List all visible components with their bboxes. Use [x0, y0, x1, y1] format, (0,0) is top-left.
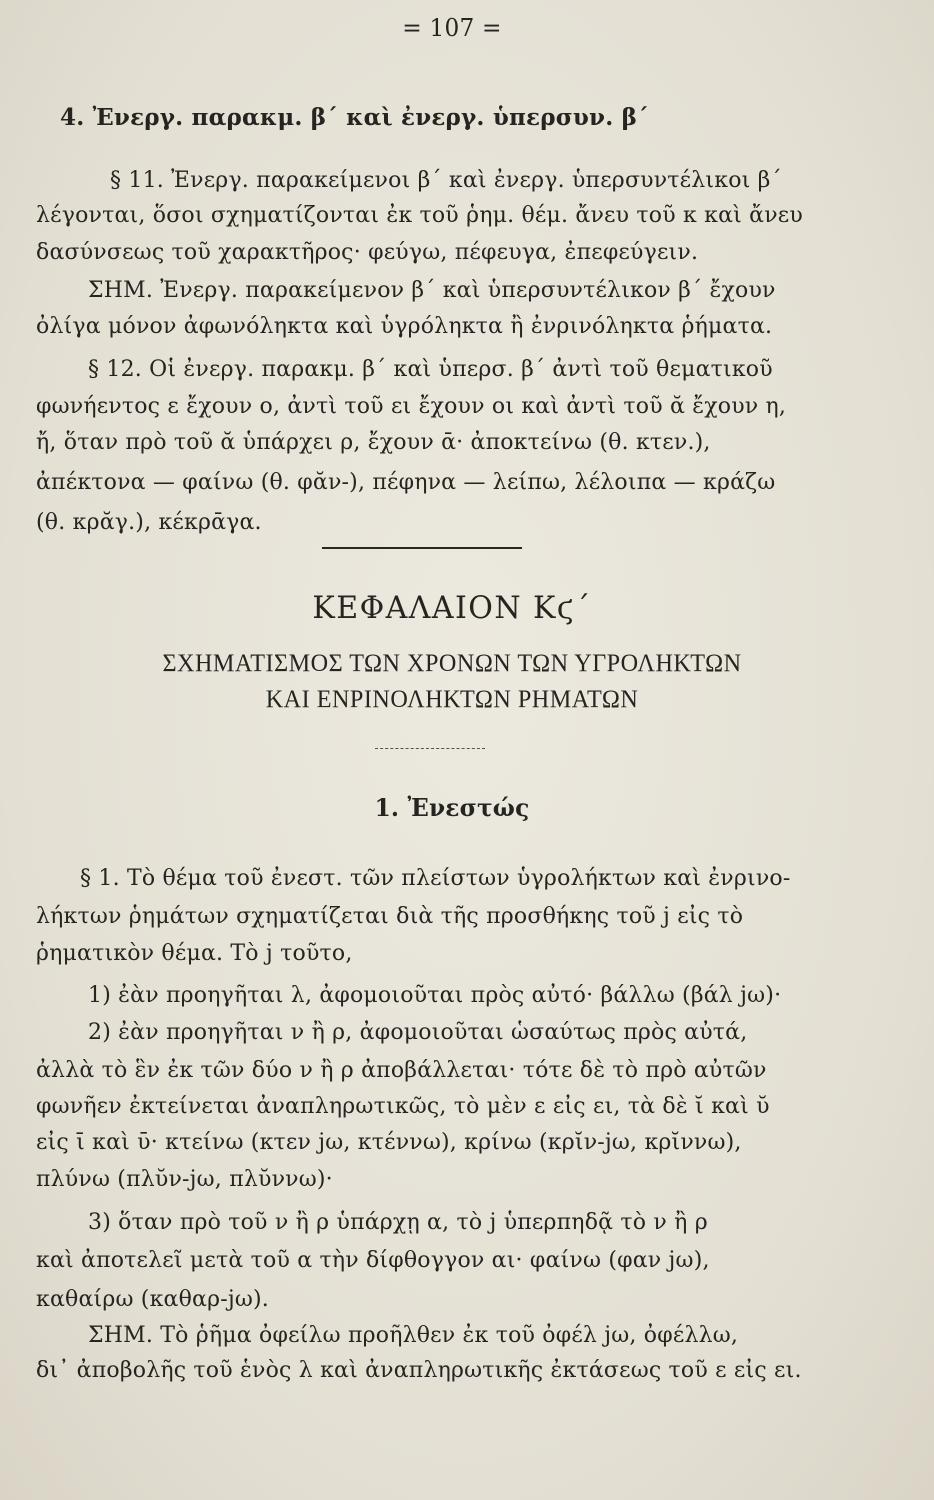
- text-line: φωνήεντος ε ἔχουν ο, ἀντὶ τοῦ ει ἔχουν οι καὶ ἀντὶ τοῦ ᾰ ἔχουν η,: [36, 394, 787, 419]
- text-line: φωνῆεν ἐκτείνεται ἀναπληρωτικῶς, τὸ μὲν ε εἰς ει, τὰ δὲ ῐ καὶ ῠ: [36, 1094, 770, 1119]
- text-line: ἤ, ὅταν πρὸ τοῦ ᾰ ὑπάρχει ρ, ἔχουν ᾱ· ἀποκτείνω (θ. κτεν.),: [36, 430, 711, 455]
- text-line: 2) ἐὰν προηγῆται ν ἢ ρ, ἀφομοιοῦται ὡσαύτως πρὸς αὐτά,: [88, 1020, 748, 1045]
- text-line: ΣΗΜ. Τὸ ῥῆμα ὀφείλω προῆλθεν ἐκ τοῦ ὀφέλ jω, ὀφέλλω,: [88, 1323, 739, 1348]
- text-line: § 1. Τὸ θέμα τοῦ ἐνεστ. τῶν πλείστων ὑγρολήκτων καὶ ἐνρινο-: [80, 866, 791, 891]
- text-line: δι᾿ ἀποβολῆς τοῦ ἑνὸς λ καὶ ἀναπληρωτικῆς ἐκτάσεως τοῦ ε εἰς ει.: [36, 1358, 802, 1383]
- text-line: καὶ ἀποτελεῖ μετὰ τοῦ α τὴν δίφθογγον αι· φαίνω (φαν jω),: [36, 1248, 710, 1273]
- text-line: καθαίρω (καθαρ-jω).: [36, 1287, 269, 1312]
- text-line: (θ. κρᾰγ.), κέκρᾱγα.: [36, 510, 262, 535]
- text-line: λέγονται, ὅσοι σχηματίζονται ἐκ τοῦ ῥημ. θέμ. ἄνευ τοῦ κ καὶ ἄνευ: [36, 203, 803, 228]
- text-line: 3) ὅταν πρὸ τοῦ ν ἢ ρ ὑπάρχῃ α, τὸ j ὑπερπηδᾷ τὸ ν ἢ ρ: [88, 1210, 708, 1235]
- text-line: ΣΗΜ. Ἐνεργ. παρακείμενον β΄ καὶ ὑπερσυντέλικον β΄ ἔχουν: [88, 278, 776, 303]
- section-heading-1: 1. Ἐνεστώς: [374, 793, 530, 822]
- text-line: ῥηματικὸν θέμα. Τὸ j τοῦτο,: [36, 941, 353, 966]
- text-line: εἰς ῑ καὶ ῡ· κτείνω (κτεν jω, κτέννω), κρίνω (κρῐν-jω, κρῐννω),: [36, 1130, 742, 1155]
- page-number: = 107 =: [402, 14, 502, 42]
- chapter-subtitle-line-2: ΚΑΙ ΕΝΡΙΝΟΛΗΚΤΩΝ ΡΗΜΑΤΩΝ: [265, 686, 639, 713]
- separator-rule: [322, 547, 522, 549]
- text-line: δασύνσεως τοῦ χαρακτῆρος· φεύγω, πέφευγα, ἐπεφεύγειν.: [36, 240, 699, 265]
- text-line: ὀλίγα μόνον ἀφωνόληκτα καὶ ὑγρόληκτα ἢ ἐνρινόληκτα ῥήματα.: [36, 314, 773, 339]
- text-line: 1) ἐὰν προηγῆται λ, ἀφομοιοῦται πρὸς αὐτό· βάλλω (βάλ jω)·: [88, 983, 782, 1008]
- text-line: ἀπέκτονα — φαίνω (θ. φᾰν-), πέφηνα — λείπω, λέλοιπα — κράζω: [36, 470, 776, 495]
- dotted-divider: [375, 748, 485, 749]
- section-heading-4: 4. Ἐνεργ. παρακμ. β΄ καὶ ἐνεργ. ὑπερσυν. β΄: [60, 104, 649, 131]
- text-line: § 11. Ἐνεργ. παρακείμενοι β΄ καὶ ἐνεργ. ὑπερσυντέλικοι β΄: [110, 168, 782, 193]
- text-line: ἀλλὰ τὸ ἓν ἐκ τῶν δύο ν ἢ ρ ἀποβάλλεται· τότε δὲ τὸ πρὸ αὐτῶν: [36, 1058, 767, 1083]
- text-line: λήκτων ῥημάτων σχηματίζεται διὰ τῆς προσθήκης τοῦ j εἰς τὸ: [36, 904, 744, 929]
- chapter-subtitle-line-1: ΣΧΗΜΑΤΙΣΜΟΣ ΤΩΝ ΧΡΟΝΩΝ ΤΩΝ ΥΓΡΟΛΗΚΤΩΝ: [162, 650, 742, 677]
- text-line: πλύνω (πλῠν-jω, πλῠννω)·: [36, 1167, 333, 1192]
- chapter-title: ΚΕΦΑΛΑΙΟΝ Κϛ΄: [312, 590, 592, 626]
- text-line: § 12. Οἱ ἐνεργ. παρακμ. β΄ καὶ ὑπερσ. β΄ ἀντὶ τοῦ θεματικοῦ: [88, 357, 773, 382]
